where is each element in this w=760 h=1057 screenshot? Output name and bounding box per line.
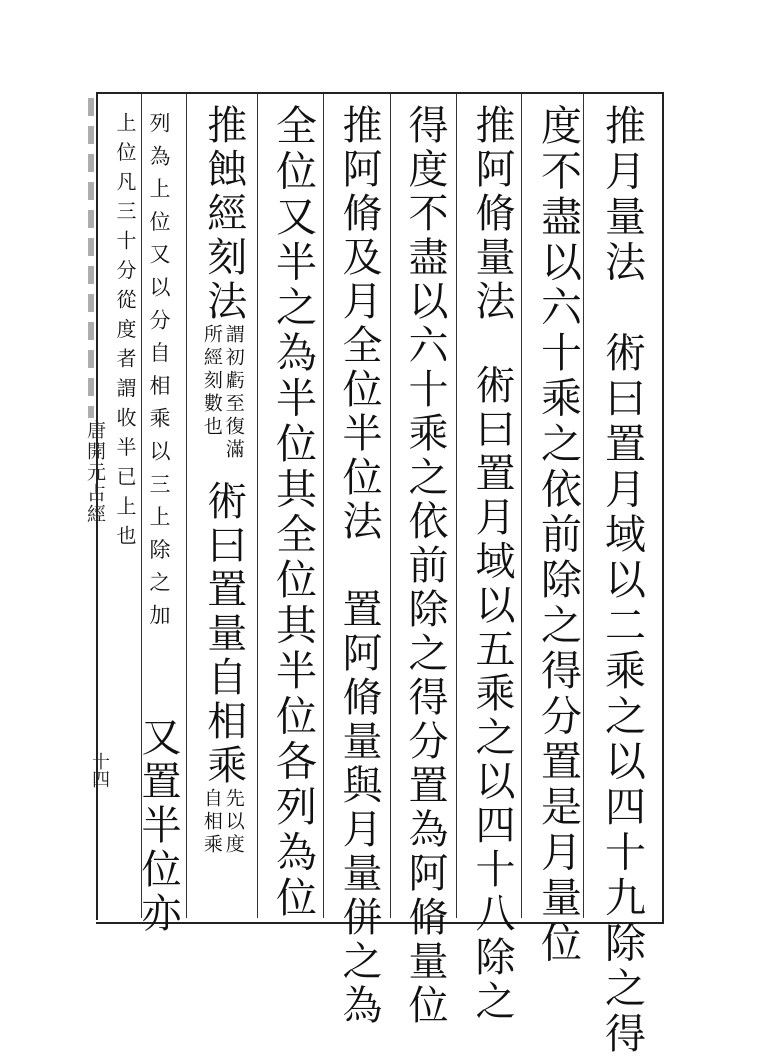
column-rule [456, 94, 457, 918]
column-3-heading: 推阿脩量法 [469, 104, 515, 324]
margin-book-title: 唐開元占經 [84, 420, 106, 525]
column-rule [390, 94, 391, 918]
text-column-4: 得度不盡以六十乘之依前除之得分置為阿脩量位 [402, 104, 448, 1028]
column-rule [257, 94, 258, 918]
text-column-8: 列為上位又以分自相乘以三上除之加 [147, 112, 171, 637]
column-rule [583, 94, 584, 918]
column-7-note-2 [200, 788, 244, 857]
text-column-9-body: 又置半位亦 [135, 716, 181, 936]
column-rule [186, 94, 187, 918]
page-edge-shadow [88, 98, 94, 418]
column-rule [323, 94, 324, 918]
note-text: 所經刻數也 [200, 324, 223, 439]
text-column-7 [200, 104, 247, 857]
note-text: 先以度 [222, 788, 245, 857]
column-9-note: 上位凡三十分從度者謂收半已上也 [113, 112, 137, 555]
text-column-9 [115, 112, 135, 555]
note-text: 謂初虧至復滿 [222, 324, 245, 462]
text-column-2: 度不盡以六十乘之依前除之得分置是月量位 [534, 104, 582, 967]
text-column-5: 推阿脩及月全位半位法 置阿脩量與月量併之為 [336, 104, 382, 1028]
note-text: 自相乘 [200, 788, 223, 857]
text-column-6: 全位又半之為半位其全位其半位各列為位 [269, 104, 317, 922]
column-3-body: 術曰置月域以五乘之以四十八除之 [469, 364, 515, 1024]
column-7-note-1 [200, 324, 244, 462]
column-7-body: 術曰置量自相乘 [200, 480, 247, 788]
column-7-heading: 推蝕經刻法 [200, 104, 247, 324]
text-column-1: 推月量法 術曰置月域以二乘之以四十九除之得 [598, 104, 646, 1057]
text-column-3 [469, 104, 515, 1024]
column-rule [521, 94, 522, 918]
page-number: 十四 [89, 752, 110, 788]
